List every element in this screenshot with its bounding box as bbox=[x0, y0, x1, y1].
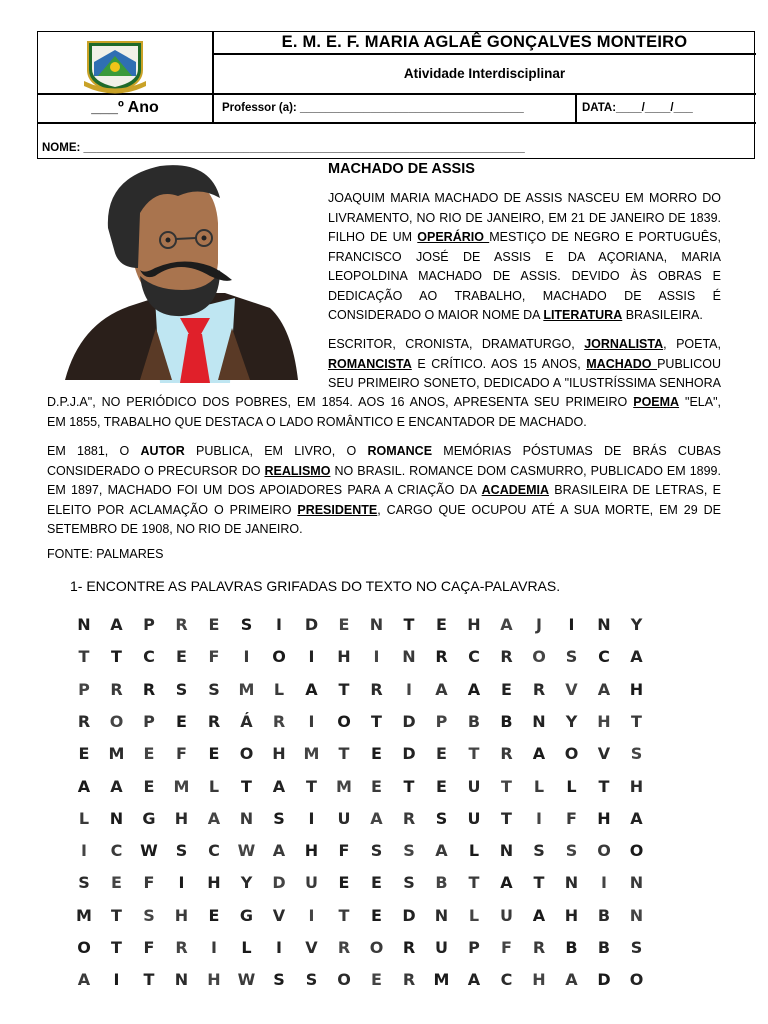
grid-letter[interactable]: F bbox=[143, 873, 155, 893]
paragraph-2a bbox=[328, 335, 721, 394]
grid-letter[interactable]: E bbox=[338, 873, 350, 893]
grid-letter[interactable]: A bbox=[110, 776, 123, 796]
grid-letter[interactable]: M bbox=[173, 776, 190, 796]
grid-letter[interactable]: E bbox=[371, 873, 382, 893]
grid-letter[interactable]: M bbox=[76, 905, 92, 925]
text-line: ROMANCISTA E CRÍTICO. AOS 15 ANOS, MACHADO PUBLICOU bbox=[328, 356, 721, 371]
grid-letter[interactable]: E bbox=[111, 873, 122, 893]
text-line: D.P.J.A", NO PERIÓDICO DOS POBRES, EM 1854. AOS 16 ANOS, APRESENTA SEU PRIMEIRO POEMA "ELA", bbox=[47, 395, 721, 409]
grid-letter[interactable]: R bbox=[402, 970, 416, 990]
grid-letter[interactable]: S bbox=[565, 647, 578, 667]
grid-letter[interactable]: H bbox=[629, 776, 644, 796]
grid-letter[interactable]: E bbox=[371, 776, 382, 796]
grid-letter[interactable]: S bbox=[565, 841, 578, 861]
text-line: EM 1897, MACHADO FOI UM DOS APOIADORES PARA A CRIAÇÃO DA ACADEMIA BRASILEIRA DE LETRAS, E bbox=[47, 483, 721, 497]
grid-letter[interactable]: B bbox=[597, 905, 611, 925]
grid-letter[interactable]: H bbox=[597, 711, 611, 731]
grid-letter[interactable]: U bbox=[467, 776, 481, 796]
grid-letter[interactable]: S bbox=[370, 841, 383, 861]
grid-letter[interactable]: I bbox=[113, 970, 120, 990]
grid-letter[interactable]: M bbox=[108, 744, 125, 764]
grid-letter[interactable]: O bbox=[629, 970, 644, 990]
grid-letter[interactable]: S bbox=[175, 679, 188, 699]
school-name: E. M. E. F. MARIA AGLAÊ GONÇALVES MONTEIRO bbox=[281, 33, 688, 51]
grid-letter[interactable]: L bbox=[273, 679, 285, 699]
grid-letter[interactable]: E bbox=[371, 905, 382, 925]
grade-field[interactable]: ___º Ano bbox=[91, 99, 159, 116]
grid-letter[interactable]: E bbox=[176, 711, 187, 731]
grid-letter[interactable]: T bbox=[111, 647, 122, 667]
grid-letter[interactable]: B bbox=[435, 873, 448, 893]
grid-letter[interactable]: H bbox=[272, 744, 286, 764]
grid-letter[interactable]: A bbox=[370, 808, 383, 828]
grid-letter[interactable]: U bbox=[305, 873, 318, 893]
paragraph-1 bbox=[328, 189, 721, 326]
grid-letter[interactable]: I bbox=[308, 647, 315, 667]
grid-letter[interactable]: U bbox=[467, 808, 481, 828]
grid-letter[interactable]: A bbox=[467, 970, 481, 990]
grid-letter[interactable]: T bbox=[338, 744, 350, 764]
grid-letter[interactable]: A bbox=[565, 970, 578, 990]
grid-letter[interactable]: H bbox=[564, 905, 579, 925]
grid-letter[interactable]: I bbox=[536, 808, 542, 828]
grid-letter[interactable]: I bbox=[243, 647, 250, 667]
text-line: JOAQUIM MARIA MACHADO DE ASSIS NASCEU EM MORRO DO bbox=[328, 191, 721, 205]
grid-letter[interactable]: I bbox=[373, 647, 380, 667]
grid-letter[interactable]: L bbox=[468, 905, 480, 925]
grid-letter[interactable]: D bbox=[402, 711, 416, 731]
text-line: FRANCISCO JOSÉ DE ASSIS E DA AÇORIANA, MARIA bbox=[328, 249, 721, 264]
grid-letter[interactable]: B bbox=[597, 938, 611, 957]
text-line: CONSIDERADO O MAIOR NOME DA LITERATURA BRASILEIRA. bbox=[328, 308, 703, 322]
grid-letter[interactable]: A bbox=[532, 744, 546, 764]
grid-letter[interactable]: R bbox=[77, 711, 91, 731]
grid-letter[interactable]: P bbox=[435, 711, 448, 731]
grid-letter[interactable]: S bbox=[403, 841, 415, 861]
grid-letter[interactable]: V bbox=[565, 679, 578, 699]
professor-field[interactable]: Professor (a): ___________________________________ bbox=[222, 102, 524, 114]
activity-title: Atividade Interdisciplinar bbox=[403, 66, 566, 81]
grid-letter[interactable]: A bbox=[532, 905, 546, 925]
grid-letter[interactable]: L bbox=[208, 776, 220, 796]
grid-letter[interactable]: A bbox=[77, 776, 91, 796]
grid-letter[interactable]: N bbox=[499, 841, 514, 861]
grid-letter[interactable]: N bbox=[109, 808, 124, 828]
grid-letter[interactable]: T bbox=[111, 905, 122, 925]
grid-letter[interactable]: O bbox=[564, 744, 579, 764]
grid-letter[interactable]: A bbox=[207, 808, 221, 828]
grid-letter[interactable]: R bbox=[370, 679, 383, 699]
question-1: 1- ENCONTRE AS PALAVRAS GRIFADAS DO TEXTO NO CAÇA-PALAVRAS. bbox=[70, 578, 561, 594]
grid-letter[interactable]: E bbox=[143, 744, 155, 764]
grid-letter[interactable]: E bbox=[208, 905, 220, 925]
grid-letter[interactable]: T bbox=[501, 808, 512, 828]
grid-letter[interactable]: N bbox=[239, 808, 254, 828]
grid-letter[interactable]: O bbox=[337, 711, 351, 731]
text-line: DEDICAÇÃO AO TRABALHO, MACHADO DE ASSIS É bbox=[328, 288, 721, 303]
grid-letter[interactable]: T bbox=[143, 970, 155, 990]
grid-letter[interactable]: T bbox=[403, 615, 415, 634]
grid-letter[interactable]: R bbox=[500, 647, 513, 667]
grid-letter[interactable]: R bbox=[337, 938, 351, 957]
grid-letter[interactable]: F bbox=[208, 647, 220, 667]
grid-letter[interactable]: W bbox=[237, 970, 256, 990]
grid-letter[interactable]: A bbox=[597, 679, 611, 699]
grid-letter[interactable]: T bbox=[338, 679, 350, 699]
paragraph-3 bbox=[47, 442, 721, 540]
grid-letter[interactable]: I bbox=[178, 873, 185, 893]
text-line: ESCRITOR, CRONISTA, DRAMATURGO, JORNALISTA, POETA, bbox=[328, 337, 721, 351]
grid-letter[interactable]: T bbox=[306, 776, 317, 796]
grid-letter[interactable]: D bbox=[597, 970, 611, 990]
grid-letter[interactable]: I bbox=[276, 615, 282, 634]
grid-letter[interactable]: E bbox=[208, 744, 220, 764]
grid-letter[interactable]: N bbox=[532, 711, 546, 731]
grid-letter[interactable]: R bbox=[532, 938, 546, 957]
grid-letter[interactable]: S bbox=[630, 938, 643, 957]
grid-letter[interactable]: E bbox=[208, 615, 220, 634]
grid-letter[interactable]: N bbox=[174, 970, 189, 990]
grid-letter[interactable]: S bbox=[273, 808, 285, 828]
grid-letter[interactable]: A bbox=[110, 615, 123, 634]
grid-letter[interactable]: P bbox=[468, 938, 480, 957]
grid-letter[interactable]: H bbox=[174, 905, 189, 925]
grid-letter[interactable]: O bbox=[239, 744, 254, 764]
paragraph-2b bbox=[47, 393, 721, 432]
grid-letter[interactable]: A bbox=[630, 647, 643, 667]
grid-letter[interactable]: R bbox=[402, 938, 416, 957]
grid-letter[interactable]: R bbox=[110, 679, 123, 699]
grid-letter[interactable]: T bbox=[241, 776, 252, 796]
grid-letter[interactable]: N bbox=[434, 905, 449, 925]
grid-letter[interactable]: B bbox=[467, 711, 481, 731]
grid-letter[interactable]: S bbox=[630, 744, 643, 764]
grid-letter[interactable]: I bbox=[308, 808, 315, 828]
grid-letter[interactable]: T bbox=[631, 711, 642, 731]
grid-letter[interactable]: P bbox=[78, 679, 90, 699]
grid-letter[interactable]: S bbox=[208, 679, 220, 699]
grid-letter[interactable]: T bbox=[501, 776, 512, 796]
grid-letter[interactable]: I bbox=[406, 679, 412, 699]
grid-letter[interactable]: A bbox=[467, 679, 481, 699]
grid-letter[interactable]: B bbox=[500, 711, 513, 731]
grid-letter[interactable]: H bbox=[597, 808, 611, 828]
grid-letter[interactable]: F bbox=[566, 808, 577, 828]
grid-letter[interactable]: A bbox=[500, 873, 513, 893]
grid-letter[interactable]: H bbox=[207, 970, 221, 990]
grid-letter[interactable]: R bbox=[272, 711, 286, 731]
grid-letter[interactable]: D bbox=[304, 615, 319, 634]
grid-letter[interactable]: H bbox=[337, 647, 351, 667]
grid-letter[interactable]: E bbox=[176, 647, 187, 667]
grid-letter[interactable]: O bbox=[532, 647, 546, 667]
grid-letter[interactable]: I bbox=[211, 938, 217, 957]
text-line: EM 1855, TRABALHO QUE DESTACA O LADO ROMÂNTICO E ENCANTADOR DE MACHADO. bbox=[47, 414, 587, 429]
grid-letter[interactable]: I bbox=[568, 615, 575, 634]
grid-letter[interactable]: R bbox=[435, 647, 448, 667]
grid-letter[interactable]: E bbox=[78, 744, 90, 764]
grid-letter[interactable]: N bbox=[629, 905, 644, 925]
divider bbox=[575, 93, 577, 122]
grid-letter[interactable]: M bbox=[303, 744, 320, 764]
grid-letter[interactable]: H bbox=[467, 615, 481, 634]
grid-letter[interactable]: C bbox=[468, 647, 480, 667]
grid-letter[interactable]: H bbox=[532, 970, 546, 990]
grid-letter[interactable]: S bbox=[533, 841, 545, 861]
grid-letter[interactable]: F bbox=[176, 744, 187, 764]
grid-letter[interactable]: E bbox=[371, 970, 382, 990]
grid-letter[interactable]: V bbox=[597, 744, 611, 764]
grid-letter[interactable]: R bbox=[500, 744, 513, 764]
grid-letter[interactable]: N bbox=[402, 647, 416, 667]
grid-letter[interactable]: O bbox=[629, 841, 644, 861]
grid-letter[interactable]: U bbox=[337, 808, 351, 828]
grid-letter[interactable]: V bbox=[305, 938, 318, 957]
grid-letter[interactable]: D bbox=[402, 905, 416, 925]
grid-letter[interactable]: S bbox=[143, 905, 155, 925]
grid-letter[interactable]: H bbox=[207, 873, 221, 893]
grid-letter[interactable]: H bbox=[629, 679, 644, 699]
grid-letter[interactable]: A bbox=[305, 679, 318, 699]
grid-letter[interactable]: T bbox=[468, 873, 480, 893]
grid-letter[interactable]: L bbox=[78, 808, 90, 828]
grid-letter[interactable]: L bbox=[533, 776, 545, 796]
grid-letter[interactable]: R bbox=[207, 711, 221, 731]
text-line: FILHO DE UM OPERÁRIO MESTIÇO DE NEGRO E PORTUGUÊS, bbox=[328, 230, 721, 244]
grid-letter[interactable]: N bbox=[629, 873, 644, 893]
grid-letter[interactable]: L bbox=[241, 938, 252, 957]
grid-letter[interactable]: D bbox=[272, 873, 286, 893]
divider bbox=[38, 122, 756, 124]
grid-letter[interactable]: S bbox=[435, 808, 448, 828]
grid-letter[interactable]: M bbox=[433, 970, 450, 990]
grid-letter[interactable]: I bbox=[308, 711, 315, 731]
grid-letter[interactable]: M bbox=[336, 776, 352, 796]
grid-letter[interactable]: R bbox=[175, 938, 188, 957]
grid-letter[interactable]: C bbox=[598, 647, 610, 667]
grid-letter[interactable]: O bbox=[77, 938, 91, 957]
grid-letter[interactable]: C bbox=[143, 647, 155, 667]
grid-letter[interactable]: N bbox=[597, 615, 611, 634]
text-line: CONSIDERADO O PRECURSOR DO REALISMO NO BRASIL. ROMANCE DOM CASMURRO, PUBLICADO EM 1899. bbox=[47, 463, 721, 478]
text-line: SETEMBRO DE 1908, NO RIO DE JANEIRO. bbox=[47, 522, 303, 536]
grid-letter[interactable]: Y bbox=[240, 873, 253, 893]
grid-letter[interactable]: T bbox=[338, 905, 350, 925]
text-line: EM 1881, O AUTOR PUBLICA, EM LIVRO, O ROMANCE MEMÓRIAS PÓSTUMAS DE BRÁS CUBAS bbox=[47, 444, 721, 458]
grid-letter[interactable]: E bbox=[436, 615, 447, 634]
grid-letter[interactable]: A bbox=[435, 679, 448, 699]
grid-letter[interactable]: F bbox=[143, 938, 155, 957]
grid-letter[interactable]: P bbox=[143, 615, 155, 634]
grid-letter[interactable]: U bbox=[435, 938, 448, 957]
grid-letter[interactable]: W bbox=[140, 841, 158, 861]
grid-letter[interactable]: C bbox=[500, 970, 513, 990]
grid-letter[interactable]: F bbox=[338, 841, 350, 861]
grid-letter[interactable]: A bbox=[272, 841, 286, 861]
grid-letter[interactable]: R bbox=[175, 615, 188, 634]
article-title: MACHADO DE ASSIS bbox=[328, 161, 475, 177]
grid-letter[interactable]: A bbox=[272, 776, 286, 796]
grid-letter[interactable]: T bbox=[78, 647, 90, 667]
grid-letter[interactable]: C bbox=[110, 841, 123, 861]
grid-letter[interactable]: O bbox=[272, 647, 286, 667]
grid-letter[interactable]: I bbox=[308, 905, 315, 925]
text-line: SEU PRIMEIRO SONETO, DEDICADO A "ILUSTRÍSSIMA SENHORA bbox=[328, 376, 721, 390]
grid-letter[interactable]: J bbox=[536, 615, 542, 634]
school-logo bbox=[82, 36, 148, 94]
grid-letter[interactable]: C bbox=[208, 841, 220, 861]
grid-letter[interactable]: Y bbox=[565, 711, 578, 731]
date-field[interactable]: DATA:____/____/___ bbox=[582, 102, 693, 114]
grid-letter[interactable]: T bbox=[111, 938, 122, 957]
grid-letter[interactable]: I bbox=[81, 841, 87, 861]
grid-letter[interactable]: D bbox=[402, 744, 416, 764]
grid-letter[interactable]: E bbox=[436, 776, 447, 796]
grid-letter[interactable]: A bbox=[435, 841, 448, 861]
grid-letter[interactable]: P bbox=[143, 711, 155, 731]
grid-letter[interactable]: T bbox=[403, 776, 415, 796]
grid-letter[interactable]: E bbox=[143, 776, 155, 796]
grid-letter[interactable]: T bbox=[468, 744, 480, 764]
grid-letter[interactable]: V bbox=[272, 905, 286, 925]
grid-letter[interactable]: R bbox=[142, 679, 156, 699]
grid-letter[interactable]: G bbox=[239, 905, 254, 925]
grid-letter[interactable]: T bbox=[533, 873, 545, 893]
grid-letter[interactable]: I bbox=[276, 938, 282, 957]
grid-letter[interactable]: E bbox=[501, 679, 512, 699]
grid-letter[interactable]: U bbox=[500, 905, 513, 925]
grid-letter[interactable]: O bbox=[597, 841, 611, 861]
grid-letter[interactable]: R bbox=[402, 808, 416, 828]
grid-letter[interactable]: A bbox=[500, 615, 513, 634]
name-field[interactable]: NOME: _____________________________________________________________________ bbox=[42, 142, 525, 154]
text-line: ELEITO POR ACLAMAÇÃO O PRIMEIRO PRESIDENTE, CARGO QUE OCUPOU ATÉ A SUA MORTE, EM 29 DE bbox=[47, 502, 721, 517]
grid-letter[interactable]: S bbox=[403, 873, 415, 893]
grid-letter[interactable]: H bbox=[304, 841, 319, 861]
grid-letter[interactable]: E bbox=[338, 615, 350, 634]
grid-letter[interactable]: E bbox=[371, 744, 382, 764]
machado-portrait bbox=[60, 158, 300, 383]
grid-letter[interactable]: N bbox=[369, 615, 384, 634]
grid-letter[interactable]: R bbox=[532, 679, 546, 699]
grid-letter[interactable]: G bbox=[142, 808, 156, 828]
grid-letter[interactable]: A bbox=[77, 970, 91, 990]
grid-letter[interactable]: T bbox=[371, 711, 382, 731]
grid-letter[interactable]: I bbox=[601, 873, 607, 893]
grid-letter[interactable]: H bbox=[174, 808, 189, 828]
grid-letter[interactable]: Y bbox=[630, 615, 643, 634]
grid-letter[interactable]: F bbox=[501, 938, 512, 957]
grid-letter[interactable]: S bbox=[78, 873, 90, 893]
grid-letter[interactable]: N bbox=[564, 873, 579, 893]
grid-letter[interactable]: A bbox=[630, 808, 643, 828]
grid-letter[interactable]: N bbox=[77, 615, 91, 634]
grid-letter[interactable]: L bbox=[566, 776, 577, 796]
text-line: LEOPOLDINA MACHADO DE ASSIS. DEVIDO ÀS OBRAS E bbox=[328, 269, 721, 283]
grid-letter[interactable]: T bbox=[598, 776, 610, 796]
source-note: FONTE: PALMARES bbox=[47, 547, 164, 561]
grid-letter[interactable]: E bbox=[436, 744, 447, 764]
grid-letter[interactable]: L bbox=[468, 841, 480, 861]
grid-letter[interactable]: W bbox=[237, 841, 256, 861]
grid-letter[interactable]: O bbox=[109, 711, 124, 731]
grid-letter[interactable]: S bbox=[305, 970, 318, 990]
grid-letter[interactable]: O bbox=[369, 938, 384, 957]
grid-letter[interactable]: S bbox=[273, 970, 285, 990]
grid-letter[interactable]: S bbox=[240, 615, 253, 634]
grid-letter[interactable]: O bbox=[337, 970, 351, 990]
grid-letter[interactable]: M bbox=[238, 679, 255, 699]
grid-letter[interactable]: S bbox=[175, 841, 188, 861]
text-line: LIVRAMENTO, NO RIO DE JANEIRO, EM 21 DE JANEIRO DE 1839. bbox=[328, 210, 721, 225]
grid-letter[interactable]: B bbox=[565, 938, 578, 957]
grid-letter[interactable]: Á bbox=[240, 711, 253, 731]
